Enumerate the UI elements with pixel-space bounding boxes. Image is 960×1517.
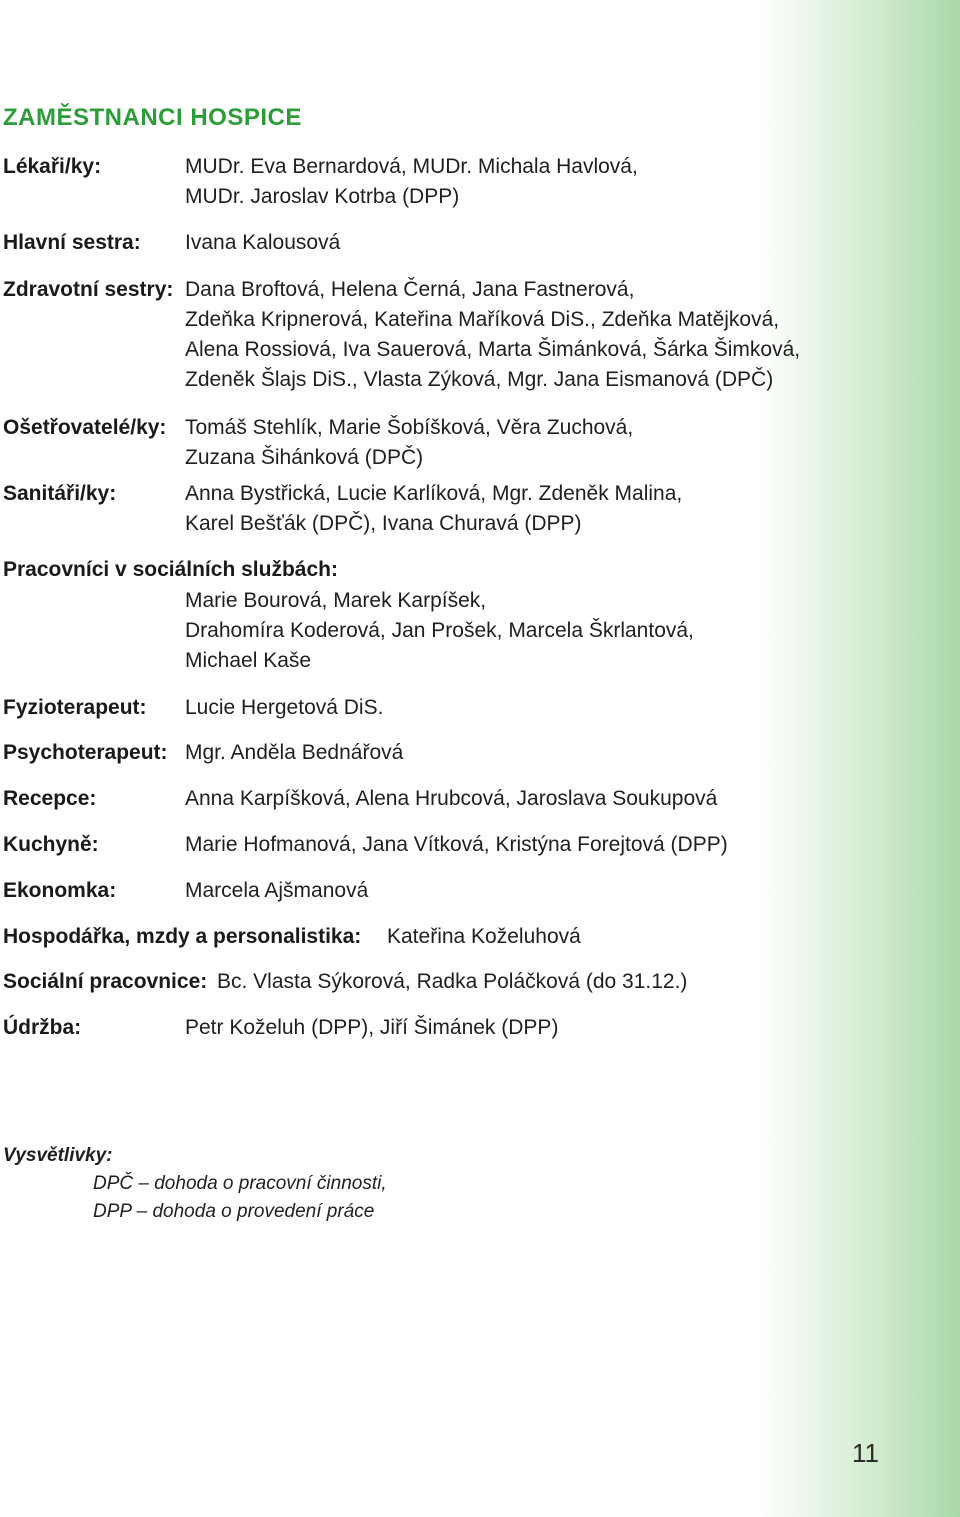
label-lekari: Lékaři/ky:	[3, 155, 102, 178]
value-recepce	[185, 784, 717, 814]
value-line: Ivana Kalousová	[185, 231, 341, 254]
value-ekonomka	[185, 876, 368, 906]
value-line: Lucie Hergetová DiS.	[185, 696, 384, 719]
label-osetrovatele: Ošetřovatelé/ky:	[3, 416, 167, 439]
value-line: Zuzana Šihánková (DPČ)	[185, 446, 424, 469]
value-line: Marie Hofmanová, Jana Vítková, Kristýna Forejtová (DPP)	[185, 833, 728, 856]
label-kuchyne: Kuchyně:	[3, 833, 99, 856]
value-line: Drahomíra Koderová, Jan Prošek, Marcela Škrlantová,	[185, 619, 694, 642]
label-ekonomka: Ekonomka:	[3, 879, 117, 902]
value-line: MUDr. Eva Bernardová, MUDr. Michala Havlová,	[185, 155, 638, 178]
value-line: Zdeňka Kripnerová, Kateřina Maříková DiS., Zdeňka Matějková,	[185, 308, 780, 331]
value-line: Petr Koželuh (DPP), Jiří Šimánek (DPP)	[185, 1016, 559, 1039]
value-line: Tomáš Stehlík, Marie Šobíšková, Věra Zuchová,	[185, 416, 634, 439]
value-line: Alena Rossiová, Iva Sauerová, Marta Šimánková, Šárka Šimková,	[185, 338, 801, 361]
value-sanitari	[185, 479, 682, 539]
value-line: Michael Kaše	[185, 649, 312, 672]
section-heading: ZAMĚSTNANCI HOSPICE	[3, 104, 302, 131]
value-kuchyne	[185, 830, 728, 860]
value-fyzioterapeut	[185, 693, 383, 723]
label-pracovnici: Pracovníci v sociálních službách:	[3, 558, 338, 581]
page-number: 11	[852, 1438, 879, 1468]
value-udrzba	[185, 1013, 558, 1043]
label-sanitari: Sanitáři/ky:	[3, 482, 117, 505]
legend-title: Vysvětlivky:	[3, 1145, 113, 1166]
legend-item-dpp: DPP – dohoda o provedení práce	[93, 1201, 375, 1222]
value-hospodarka: Kateřina Koželuhová	[387, 925, 581, 948]
label-hospodarka: Hospodářka, mzdy a personalistika:	[3, 925, 362, 948]
value-psychoterapeut	[185, 738, 403, 768]
value-osetrovatele	[185, 413, 633, 473]
value-line: Marie Bourová, Marek Karpíšek,	[185, 589, 487, 612]
value-pracovnici	[185, 586, 694, 676]
value-socialni: Bc. Vlasta Sýkorová, Radka Poláčková (do 31.12.)	[217, 970, 688, 993]
label-udrzba: Údržba:	[3, 1016, 82, 1039]
value-line: Dana Broftová, Helena Černá, Jana Fastnerová,	[185, 278, 635, 301]
value-zdravotni-sestry	[185, 275, 800, 395]
value-hlavni-sestra	[185, 228, 340, 258]
value-line: MUDr. Jaroslav Kotrba (DPP)	[185, 185, 460, 208]
label-psychoterapeut: Psychoterapeut:	[3, 741, 168, 764]
legend	[3, 1142, 387, 1226]
label-zdravotni-sestry: Zdravotní sestry:	[3, 278, 174, 301]
value-line: Anna Bystřická, Lucie Karlíková, Mgr. Zdeněk Malina,	[185, 482, 683, 505]
value-line: Karel Bešťák (DPČ), Ivana Churavá (DPP)	[185, 512, 582, 535]
label-socialni: Sociální pracovnice:	[3, 970, 208, 993]
legend-item-dpc: DPČ – dohoda o pracovní činnosti,	[93, 1173, 387, 1194]
value-line: Zdeněk Šlajs DiS., Vlasta Zýková, Mgr. Jana Eismanová (DPČ)	[185, 368, 774, 391]
value-lekari	[185, 152, 638, 212]
value-line: Mgr. Anděla Bednářová	[185, 741, 404, 764]
label-fyzioterapeut: Fyzioterapeut:	[3, 696, 147, 719]
label-hlavni-sestra: Hlavní sestra:	[3, 231, 141, 254]
value-line: Marcela Ajšmanová	[185, 879, 369, 902]
label-recepce: Recepce:	[3, 787, 97, 810]
value-line: Anna Karpíšková, Alena Hrubcová, Jaroslava Soukupová	[185, 787, 718, 810]
